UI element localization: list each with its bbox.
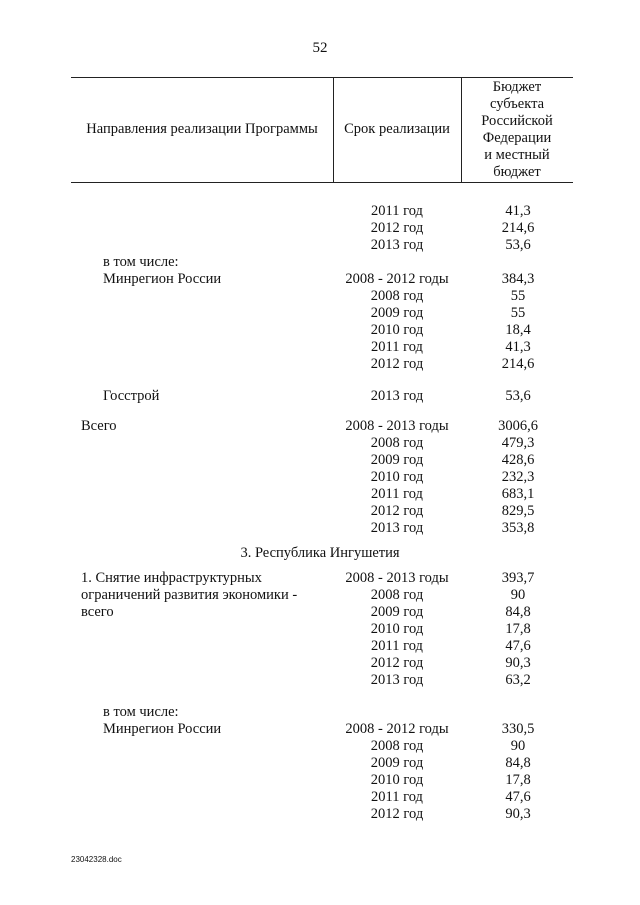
row-value: 41,3 [505,203,531,219]
row-value: 90,3 [505,806,531,822]
row-value: 330,5 [501,721,535,737]
row-period: 2008 - 2013 годы [345,570,449,586]
row-period: 2011 год [371,638,423,654]
row-period: 2011 год [371,486,423,502]
row-period: 2009 год [370,452,424,468]
row-period: 2013 год [370,672,424,688]
row-value: 214,6 [501,356,535,372]
header-budget-line: бюджет [493,163,541,180]
row-value: 53,6 [505,237,531,253]
row-period: 2012 год [370,220,424,236]
row-period: 2008 год [370,288,424,304]
row-period: 2010 год [370,322,424,338]
row-value: 17,8 [505,772,531,788]
table-header-bottom-rule [71,182,573,183]
label-gosstroy: Госстрой [103,388,160,404]
header-budget-line: и местный [484,146,550,163]
label-item1-line3: всего [81,604,114,620]
row-period: 2009 год [370,305,424,321]
row-period: 2013 год [370,237,424,253]
row-period: 2010 год [370,621,424,637]
row-period: 2008 - 2012 годы [345,271,449,287]
label-including: в том числе: [103,704,179,720]
section-title-ingushetia: 3. Республика Ингушетия [240,545,400,561]
row-value: 47,6 [505,789,531,805]
row-value: 384,3 [501,271,535,287]
label-minregion: Минрегион России [103,721,222,737]
row-value: 53,6 [505,388,531,404]
row-period: 2012 год [370,655,424,671]
row-period: 2011 год [371,789,423,805]
header-budget-line: Бюджет [492,78,542,95]
row-period: 2010 год [370,772,424,788]
row-period: 2008 год [370,587,424,603]
row-period: 2013 год [370,388,424,404]
row-value: 90,3 [505,655,531,671]
row-period: 2013 год [370,520,424,536]
row-period: 2008 - 2013 годы [345,418,449,434]
page-number: 52 [312,40,328,56]
row-value: 90 [510,587,526,603]
row-value: 84,8 [505,604,531,620]
row-value: 41,3 [505,339,531,355]
header-budget-line: Федерации [482,129,552,146]
label-including: в том числе: [103,254,179,270]
row-value: 428,6 [501,452,535,468]
header-period: Срок реализации [344,121,450,137]
row-value: 90 [510,738,526,754]
label-total: Всего [81,418,117,434]
row-value: 393,7 [501,570,535,586]
row-value: 479,3 [501,435,535,451]
row-period: 2008 год [370,738,424,754]
row-value: 18,4 [505,322,531,338]
label-item1-line1: 1. Снятие инфраструктурных [81,570,262,586]
row-value: 17,8 [505,621,531,637]
header-budget [461,77,573,182]
row-period: 2009 год [370,604,424,620]
row-value: 63,2 [505,672,531,688]
row-period: 2011 год [371,339,423,355]
row-value: 55 [510,288,526,304]
row-period: 2012 год [370,356,424,372]
row-period: 2009 год [370,755,424,771]
row-period: 2012 год [370,806,424,822]
row-value: 829,5 [501,503,535,519]
label-item1-line2: ограничений развития экономики - [81,587,298,603]
header-directions: Направления реализации Программы [86,121,318,137]
row-period: 2012 год [370,503,424,519]
row-value: 214,6 [501,220,535,236]
row-value: 55 [510,305,526,321]
label-minregion: Минрегион России [103,271,222,287]
row-value: 84,8 [505,755,531,771]
row-value: 683,1 [501,486,535,502]
footer-filename: 23042328.doc [71,855,122,864]
row-value: 232,3 [501,469,535,485]
header-budget-line: Российской [481,112,553,129]
row-value: 353,8 [501,520,535,536]
row-value: 3006,6 [498,418,538,434]
row-period: 2008 год [370,435,424,451]
header-budget-line: субъекта [489,95,545,112]
row-value: 47,6 [505,638,531,654]
row-period: 2010 год [370,469,424,485]
row-period: 2011 год [371,203,423,219]
row-period: 2008 - 2012 годы [345,721,449,737]
